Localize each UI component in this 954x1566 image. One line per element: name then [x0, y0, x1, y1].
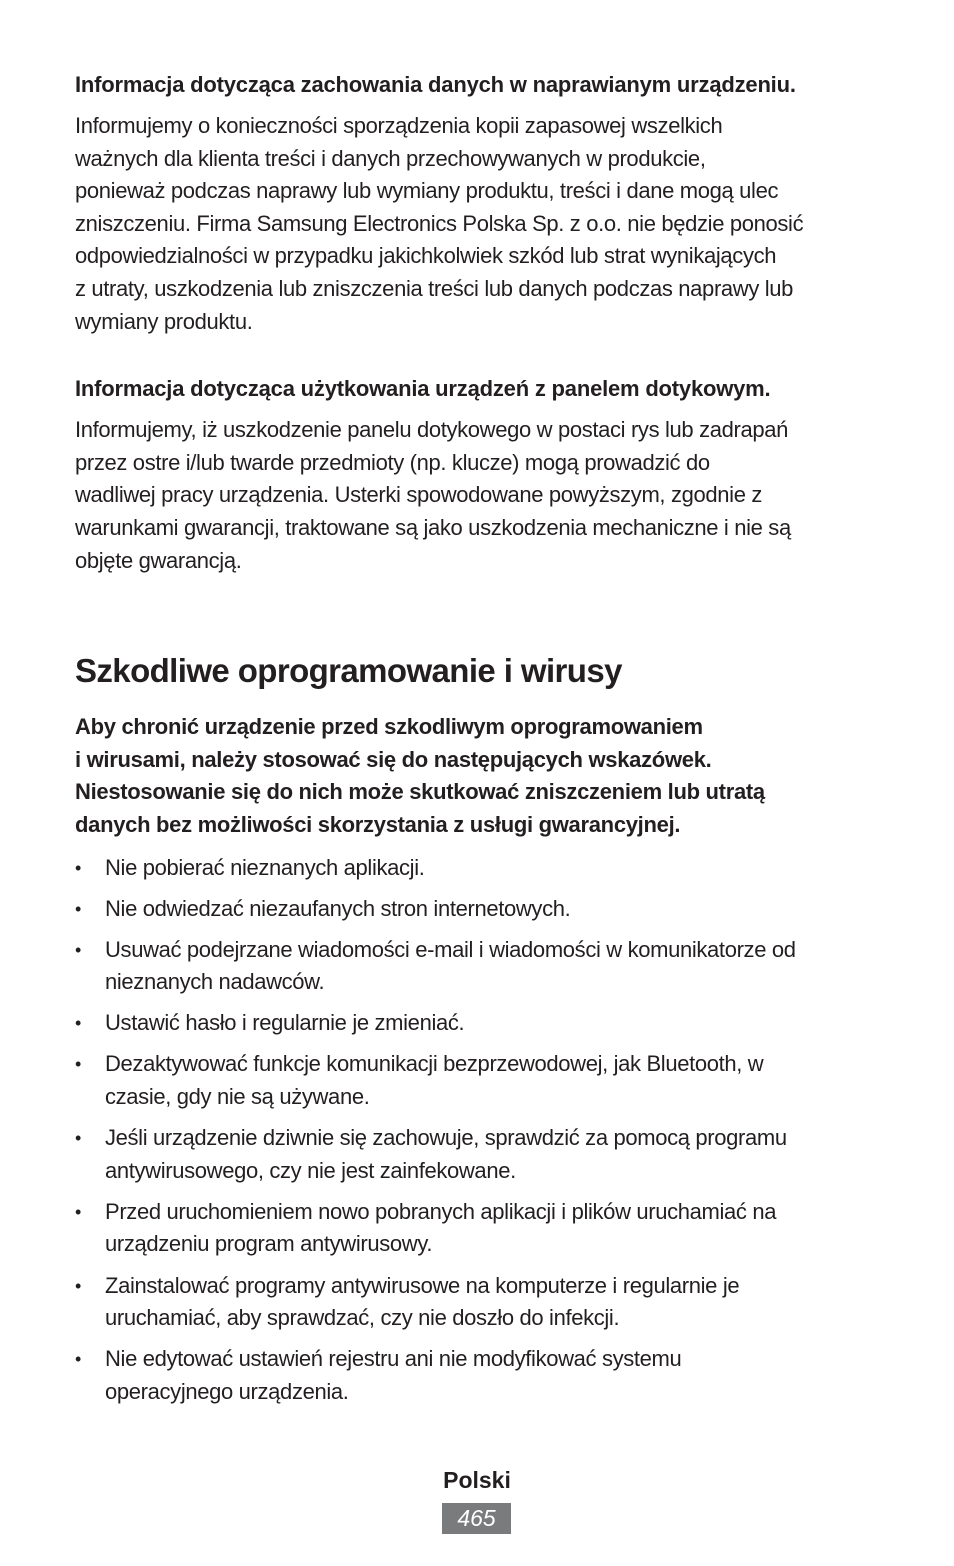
malware-tips-list	[75, 852, 885, 1409]
text-line: odpowiedzialności w przypadku jakichkolwiek szkód lub strat wynikających	[75, 243, 777, 269]
malware-intro	[75, 711, 885, 841]
bullet-icon: •	[75, 857, 81, 878]
text-line: nieznanych nadawców.	[105, 969, 325, 995]
text-line: Nie pobierać nieznanych aplikacji.	[105, 854, 425, 880]
text-line: zniszczeniu. Firma Samsung Electronics Polska Sp. z o.o. nie będzie ponosić	[75, 210, 804, 236]
section-heading: Informacja dotycząca użytkowania urządzeń z panelem dotykowym.	[75, 376, 771, 402]
bullet-icon: •	[75, 898, 81, 919]
list-item	[75, 893, 885, 926]
text-line: warunkami gwarancji, traktowane są jako uszkodzenia mechaniczne i nie są	[75, 514, 791, 540]
list-item	[75, 852, 885, 885]
data-retention-notice	[75, 70, 885, 338]
text-line: Nie odwiedzać niezaufanych stron internetowych.	[105, 895, 571, 921]
page-content	[75, 70, 885, 1417]
text-line: Usuwać podejrzane wiadomości e-mail i wiadomości w komunikatorze od	[105, 936, 796, 962]
page-title: Szkodliwe oprogramowanie i wirusy	[75, 652, 622, 690]
bullet-icon: •	[75, 1275, 81, 1296]
bullet-icon: •	[75, 1349, 81, 1370]
touch-panel-notice	[75, 374, 885, 577]
list-item	[75, 1196, 885, 1261]
footer-language-label: Polski	[443, 1467, 511, 1493]
section-paragraph	[75, 414, 885, 577]
bullet-icon: •	[75, 1201, 81, 1222]
bullet-icon: •	[75, 939, 81, 960]
text-line: Niestosowanie się do nich może skutkować zniszczeniem lub utratą	[75, 779, 765, 805]
text-line: Informujemy, iż uszkodzenie panelu dotykowego w postaci rys lub zadrapań	[75, 417, 789, 443]
text-line: ponieważ podczas naprawy lub wymiany produktu, treści i dane mogą ulec	[75, 178, 779, 204]
list-item	[75, 1048, 885, 1113]
text-line: antywirusowego, czy nie jest zainfekowane.	[105, 1157, 516, 1183]
bullet-icon: •	[75, 1054, 81, 1075]
list-item	[75, 1270, 885, 1335]
bullet-icon: •	[75, 1013, 81, 1034]
text-line: czasie, gdy nie są używane.	[105, 1084, 370, 1110]
text-line: danych bez możliwości skorzystania z usługi gwarancyjnej.	[75, 811, 681, 837]
text-line: Aby chronić urządzenie przed szkodliwym oprogramowaniem	[75, 714, 703, 740]
text-line: Dezaktywować funkcje komunikacji bezprzewodowej, jak Bluetooth, w	[105, 1051, 764, 1077]
section-heading: Informacja dotycząca zachowania danych w naprawianym urządzeniu.	[75, 72, 796, 97]
text-line: z utraty, uszkodzenia lub zniszczenia treści lub danych podczas naprawy lub	[75, 275, 794, 301]
text-line: urządzeniu program antywirusowy.	[105, 1231, 433, 1257]
list-item	[75, 1122, 885, 1187]
text-line: wadliwej pracy urządzenia. Usterki spowodowane powyższym, zgodnie z	[75, 482, 762, 508]
text-line: przez ostre i/lub twarde przedmioty (np. klucze) mogą prowadzić do	[75, 449, 710, 475]
list-item	[75, 1343, 885, 1408]
page-number-badge: 465	[442, 1503, 511, 1534]
text-line: Zainstalować programy antywirusowe na komputerze i regularnie je	[105, 1272, 740, 1298]
text-line: uruchamiać, aby sprawdzać, czy nie doszło do infekcji.	[105, 1305, 620, 1331]
text-line: operacyjnego urządzenia.	[105, 1378, 349, 1404]
list-item	[75, 934, 885, 999]
section-paragraph	[75, 110, 885, 338]
text-line: wymiany produktu.	[75, 308, 253, 334]
text-line: Jeśli urządzenie dziwnie się zachowuje, sprawdzić za pomocą programu	[105, 1125, 787, 1151]
text-line: ważnych dla klienta treści i danych przechowywanych w produkcie,	[75, 145, 706, 171]
bullet-icon: •	[75, 1128, 81, 1149]
text-line: Nie edytować ustawień rejestru ani nie modyfikować systemu	[105, 1346, 682, 1372]
text-line: i wirusami, należy stosować się do następujących wskazówek.	[75, 746, 712, 772]
list-item	[75, 1007, 885, 1040]
text-line: Przed uruchomieniem nowo pobranych aplikacji i plików uruchamiać na	[105, 1198, 777, 1224]
text-line: Ustawić hasło i regularnie je zmieniać.	[105, 1010, 465, 1036]
text-line: Informujemy o konieczności sporządzenia kopii zapasowej wszelkich	[75, 113, 723, 138]
text-line: objęte gwarancją.	[75, 547, 242, 573]
